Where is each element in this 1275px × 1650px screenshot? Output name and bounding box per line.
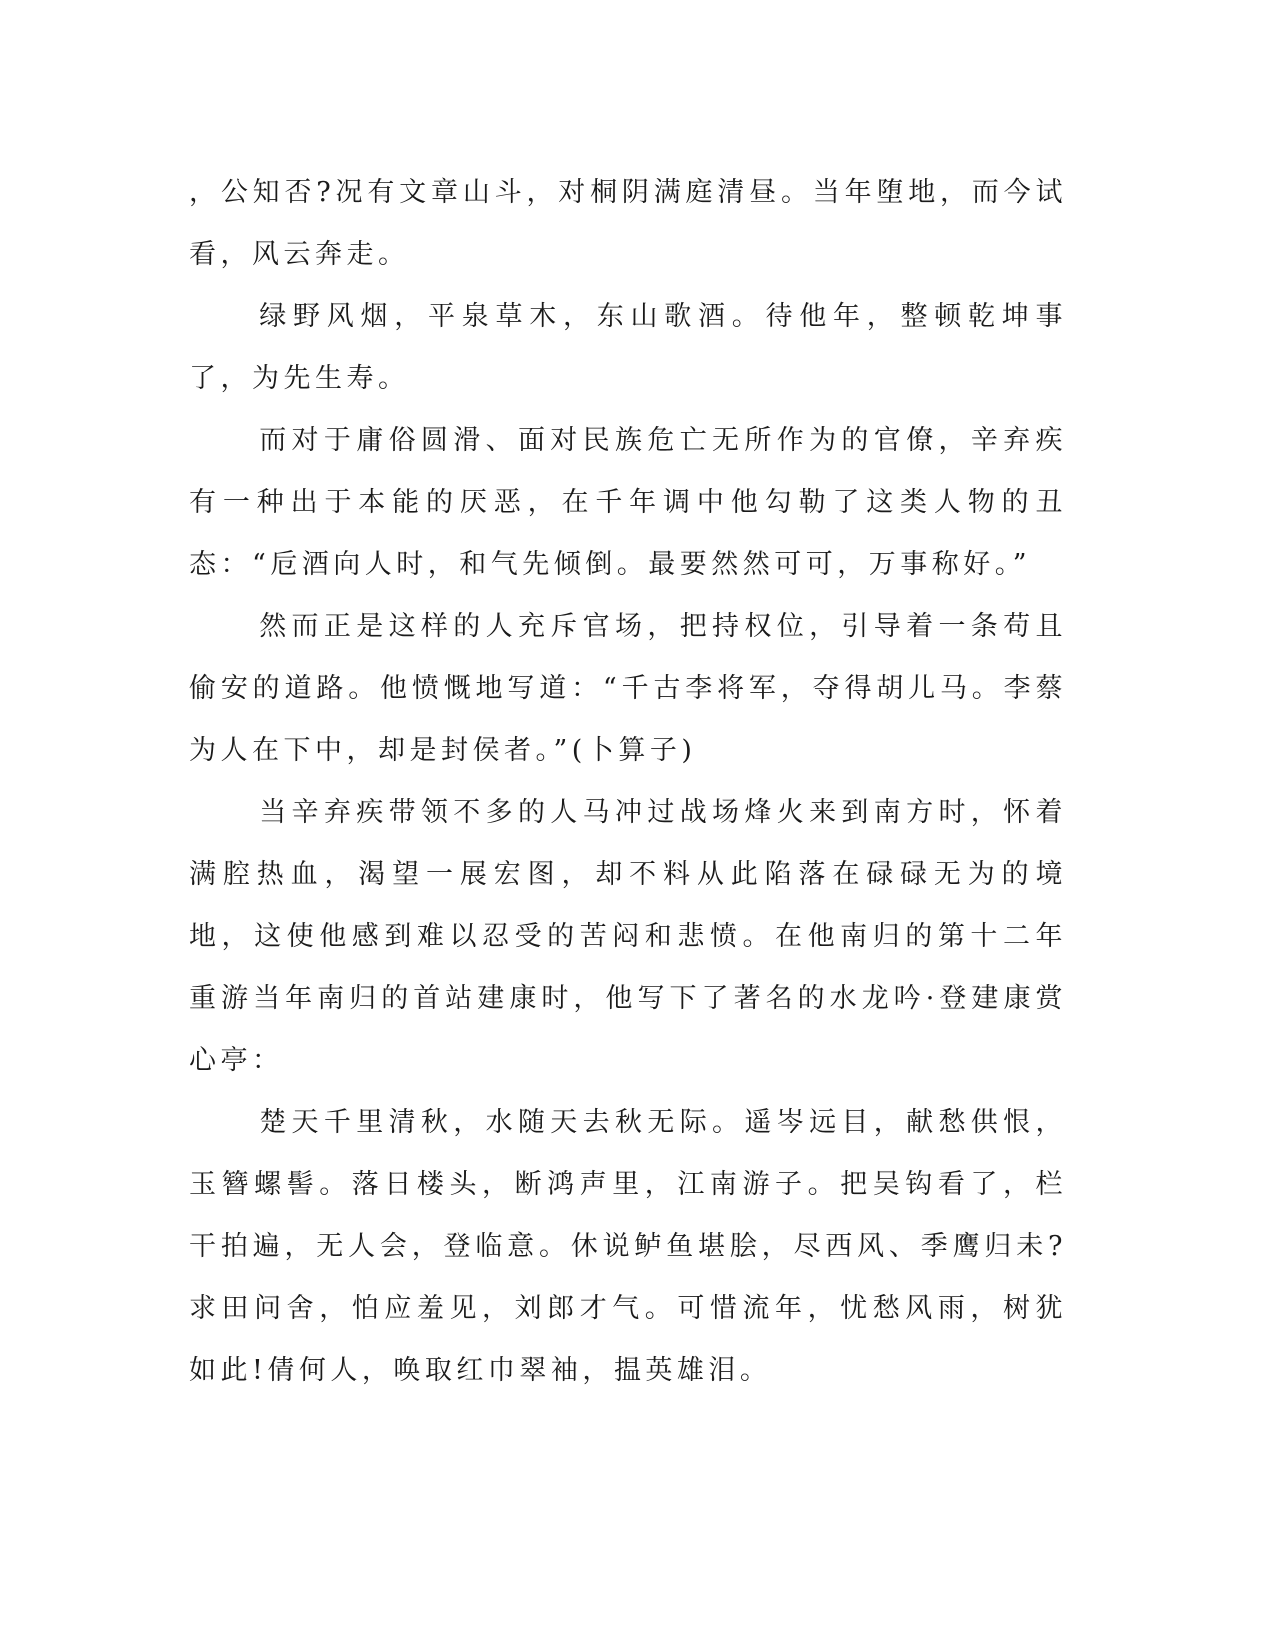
paragraph-3: 而对于庸俗圆滑、面对民族危亡无所作为的官僚，辛弃疾有一种出于本能的厌恶，在千年调中他勾勒了这类人物的丑态：“卮酒向人时，和气先倾倒。最要然然可可，万事称好。” bbox=[189, 425, 1067, 580]
paragraph-1: ，公知否?况有文章山斗，对桐阴满庭清昼。当年堕地，而今试看，风云奔走。 bbox=[189, 177, 1067, 270]
paragraph-6: 楚天千里清秋，水随天去秋无际。遥岑远目，献愁供恨，玉簪螺髻。落日楼头，断鸿声里，江南游子。把吴钩看了，栏干拍遍，无人会，登临意。休说鲈鱼堪脍，尽西风、季鹰归未?求田问舍，怕应羞见，刘郎才气。可惜流年，忧愁风雨，树犹如此!倩何人，唤取红巾翠袖，揾英雄泪。 bbox=[189, 1107, 1067, 1386]
paragraph-2: 绿野风烟，平泉草木，东山歌酒。待他年，整顿乾坤事了，为先生寿。 bbox=[189, 301, 1067, 394]
body-text bbox=[189, 162, 1067, 1402]
paragraph-5: 当辛弃疾带领不多的人马冲过战场烽火来到南方时，怀着满腔热血，渴望一展宏图，却不料从此陷落在碌碌无为的境地，这使他感到难以忍受的苦闷和悲愤。在他南归的第十二年重游当年南归的首站建康时，他写下了著名的水龙吟·登建康赏心亭： bbox=[189, 797, 1067, 1076]
paragraph-4: 然而正是这样的人充斥官场，把持权位，引导着一条苟且偷安的道路。他愤慨地写道：“千古李将军，夺得胡儿马。李蔡为人在下中，却是封侯者。”(卜算子) bbox=[189, 611, 1067, 766]
